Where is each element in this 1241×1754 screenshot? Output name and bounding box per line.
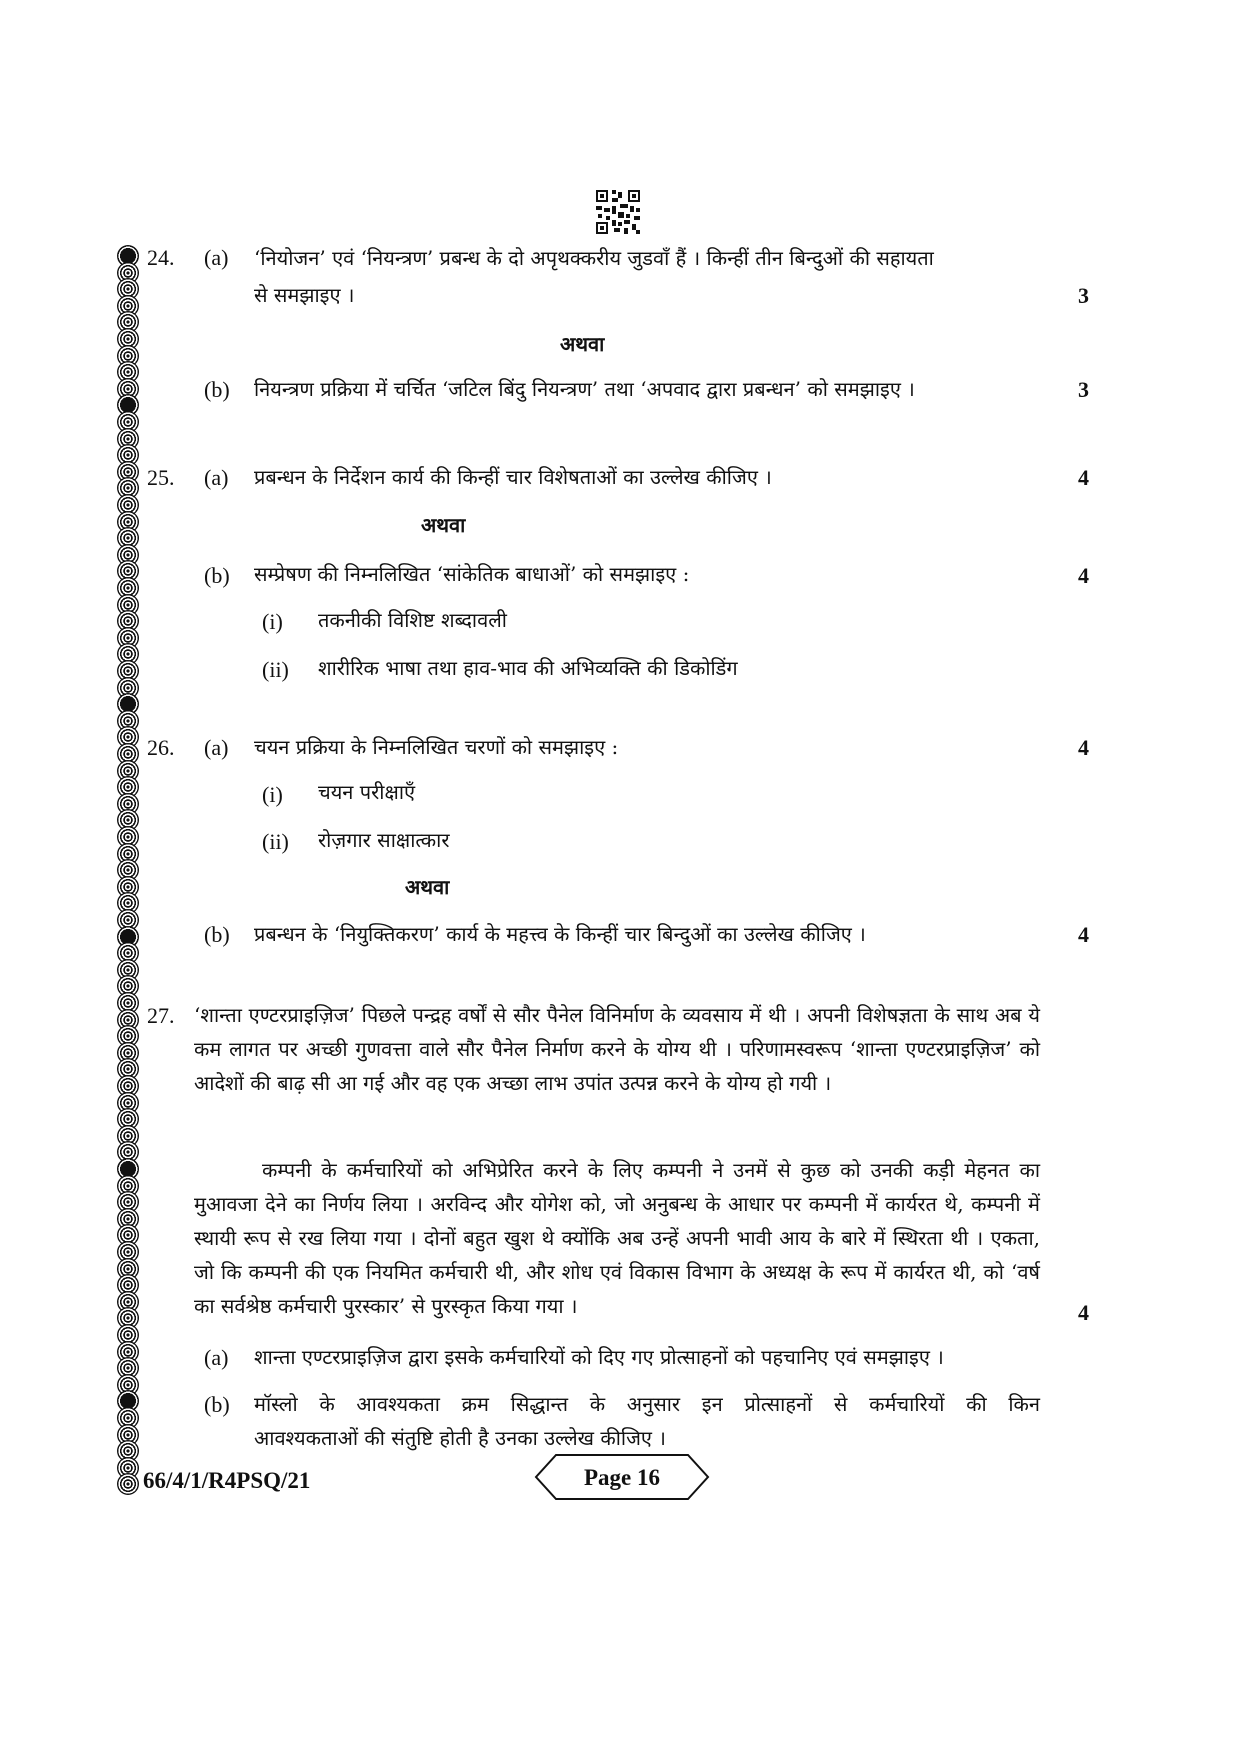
sub-label: (b): [204, 377, 230, 402]
question-number: 24.: [147, 245, 175, 270]
item-label: (ii): [262, 829, 289, 854]
marks: 4: [1078, 465, 1089, 490]
question-text: सम्प्रेषण की निम्नलिखित ‘सांकेतिक बाधाओं’ को समझाइए :: [254, 562, 690, 586]
item-text: शारीरिक भाषा तथा हाव-भाव की अभिव्यक्ति की डिकोडिंग: [318, 656, 738, 680]
sub-label: (b): [204, 563, 230, 588]
item-label: (i): [262, 609, 283, 634]
page-number: Page 16: [583, 1465, 660, 1490]
question-text: प्रबन्धन के निर्देशन कार्य की किन्हीं चार विशेषताओं का उल्लेख कीजिए ।: [254, 465, 772, 489]
question-text: से समझाइए ।: [254, 283, 355, 307]
or-separator: अथवा: [405, 875, 450, 899]
question-number: 26.: [147, 735, 175, 760]
question-text: प्रबन्धन के ‘नियुक्तिकरण’ कार्य के महत्त्व के किन्हीं चार बिन्दुओं का उल्लेख कीजिए ।: [254, 922, 866, 946]
qr-code-icon: [596, 190, 640, 234]
marks: 3: [1078, 377, 1089, 402]
item-text: चयन परीक्षाएँ: [318, 780, 416, 804]
or-separator: अथवा: [560, 332, 605, 356]
sub-label: (a): [204, 735, 229, 760]
marks: 3: [1078, 283, 1089, 308]
question-text: शान्ता एण्टरप्राइज़िज द्वारा इसके कर्मचारियों को दिए गए प्रोत्साहनों को पहचानिए एवं समझाइए ।: [254, 1345, 944, 1369]
question-number: 27.: [147, 1003, 175, 1028]
question-text: चयन प्रक्रिया के निम्नलिखित चरणों को समझाइए :: [254, 735, 619, 759]
marks: 4: [1078, 735, 1089, 760]
question-text: आवश्यकताओं की संतुष्टि होती है उनका उल्लेख कीजिए ।: [254, 1426, 666, 1450]
item-label: (i): [262, 782, 283, 807]
question-number: 25.: [147, 465, 175, 490]
marks: 4: [1078, 1300, 1089, 1325]
sub-label: (a): [204, 465, 229, 490]
item-text: तकनीकी विशिष्ट शब्दावली: [318, 608, 507, 632]
question-text: ‘नियोजन’ एवं ‘नियन्त्रण’ प्रबन्ध के दो अपृथक्करीय जुडवाँ हैं । किन्हीं तीन बिन्दुओं की सहायता: [254, 246, 934, 270]
question-text: नियन्त्रण प्रक्रिया में चर्चित ‘जटिल बिंदु नियन्त्रण’ तथा ‘अपवाद द्वारा प्रबन्धन’ को समझाइए ।: [254, 377, 915, 401]
case-paragraph: ‘शान्ता एण्टरप्राइज़िज’ पिछले पन्द्रह वर्षों से सौर पैनेल विनिर्माण के व्यवसाय में थी । अपनी विशेषज्ञता के साथ अब ये कम लागत पर अच्छी गुणवत्ता वाले सौर पैनेल निर्माण करने के योग्य थी । परिणामस्वरूप ‘शान्ता एण्टरप्राइज़िज’ को आदेशों की बाढ़ सी आ गई और वह एक अच्छा लाभ उपांत उत्पन्न करने के योग्य हो गयी ।: [194, 1003, 1040, 1095]
sub-label: (b): [204, 1392, 230, 1417]
margin-ring: [117, 1473, 139, 1495]
marks: 4: [1078, 563, 1089, 588]
item-text: रोज़गार साक्षात्कार: [318, 828, 450, 852]
sub-label: (b): [204, 922, 230, 947]
sub-label: (a): [204, 245, 229, 270]
sub-label: (a): [204, 1345, 229, 1370]
paper-code: 66/4/1/R4PSQ/21: [143, 1468, 311, 1493]
case-paragraph: कम्पनी के कर्मचारियों को अभिप्रेरित करने के लिए कम्पनी ने उनमें से कुछ को उनकी कड़ी मेहनत का मुआवजा देने का निर्णय लिया । अरविन्द और योगेश को, जो अनुबन्ध के आधार पर कम्पनी में कार्यरत थे, कम्पनी में स्थायी रूप से रख लिया गया । दोनों बहुत खुश थे क्योंकि अब उन्हें अपनी भावी आय के बारे में स्थिरता थी । एकता, जो कि कम्पनी की एक नियमित कर्मचारी थी, और शोध एवं विकास विभाग के अध्यक्ष के रूप में कार्यरत थी, को ‘वर्ष का सर्वश्रेष्ठ कर्मचारी पुरस्कार’ से पुरस्कृत किया गया ।: [194, 1158, 1040, 1318]
question-text: मॉस्लो के आवश्यकता क्रम सिद्धान्त के अनुसार इन प्रोत्साहनों से कर्मचारियों की किन: [254, 1392, 1040, 1416]
item-label: (ii): [262, 657, 289, 682]
marks: 4: [1078, 922, 1089, 947]
or-separator: अथवा: [421, 513, 466, 537]
